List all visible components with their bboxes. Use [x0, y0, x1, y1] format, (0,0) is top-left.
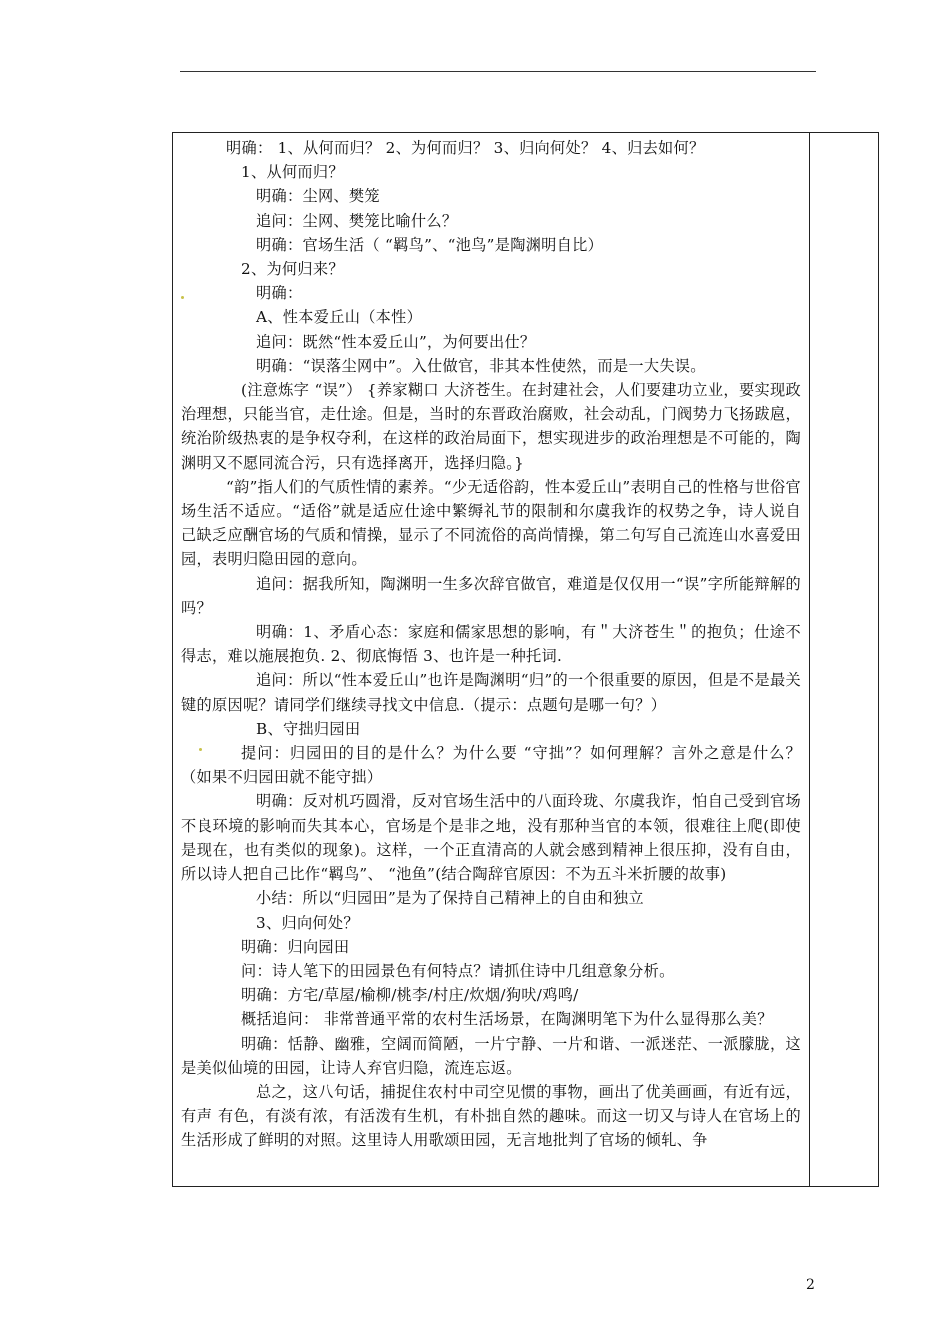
paragraph: (注意炼字 “误”） {养家糊口 大济苍生。在封建社会，人们要建功立业，要实现政治理想，只能当官，走仕途。但是，当时的东晋政治腐败，社会动乱，门阀势力飞扬跋扈，统治阶级热衷的是争权夺利，在这样的政治局面下，想实现进步的政治理想是不可能的，陶渊明又不愿同流合污，只有选择离开，选择归隐。} [181, 381, 801, 472]
paragraph: “韵”指人们的气质性情的素养。“少无适俗韵，性本爱丘山”表明自己的性格与世俗官场生活不适应。“适俗”就是适应仕途中繁缛礼节的限制和尔虞我诈的权势之争，诗人说自己缺乏应酬官场的气质和情操，显示了不同流俗的高尚情操，第二句写自己流连山水喜爱田园，表明归隐田园的意向。 [181, 477, 801, 569]
paragraph: 3、归向何处？ [256, 913, 359, 932]
paragraph: 提问：归园田的目的是什么？为什么要 “守拙”？如何理解？言外之意是什么？（如果不归园田就不能守拙） [181, 744, 801, 787]
paragraph: 明确：1、矛盾心态：家庭和儒家思想的影响，有＂大济苍生＂的抱负；仕途不得志，难以施展抱负. 2、彻底悔悟 3、也许是一种托词. [181, 623, 801, 666]
paragraph: 问：诗人笔下的田园景色有何特点？请抓住诗中几组意象分析。 [241, 961, 675, 980]
paragraph: 追问：既然“性本爱丘山”，为何要出仕？ [256, 332, 536, 351]
paragraph: 明确： [256, 284, 303, 303]
paragraph: 概括追问： 非常普通平常的农村生活场景，在陶渊明笔下为什么显得那么美？ [241, 1010, 773, 1029]
paragraph: B、守拙归园田 [256, 719, 361, 738]
paragraph: 明确：方宅/草屋/榆柳/桃李/村庄/炊烟/狗吠/鸡鸣/ [241, 986, 579, 1005]
paragraph: 明确：归向园田 [241, 937, 350, 956]
paragraph: 明确：官场生活（ “羁鸟”、“池鸟”是陶渊明自比） [256, 235, 604, 254]
paragraph: 2、为何归来？ [241, 260, 344, 279]
header-rule [180, 71, 816, 72]
paragraph: 追问：所以“性本爱丘山”也许是陶渊明“归”的一个很重要的原因，但是不是最关键的原因呢？请同学们继续寻找文中信息.（提示：点题句是哪一句？） [181, 671, 801, 714]
page-number: 2 [806, 1277, 815, 1293]
table-column-divider [809, 133, 810, 1186]
content-table [172, 132, 879, 1187]
paragraph: 明确：尘网、樊笼 [256, 187, 380, 206]
paragraph: 追问：尘网、樊笼比喻什么？ [256, 211, 458, 230]
scan-speck [181, 296, 184, 299]
paragraph: 明确：“误落尘网中”。入仕做官，非其本性使然，而是一大失误。 [256, 356, 706, 375]
paragraph: 小结：所以“归园田”是为了保持自己精神上的自由和独立 [256, 889, 644, 908]
lesson-text [181, 136, 801, 1153]
scan-speck [199, 748, 202, 751]
paragraph: 明确：恬静、幽雅，空阔而简陋，一片宁静、一片和谐、一派迷茫、一派朦胧，这是美似仙境的田园，让诗人弃官归隐，流连忘返。 [181, 1034, 801, 1077]
paragraph: 明确：反对机巧圆滑，反对官场生活中的八面玲珑、尔虞我诈，怕自己受到官场不良环境的影响而失其本心，官场是个是非之地，没有那种当官的本领，很难往上爬(即使是现在，也有类似的现象)。这样，一个正直清高的人就会感到精神上很压抑，没有自由，所以诗人把自己比作“羁鸟”、 “池鱼”(结合陶辞官原因：不为五斗米折腰的故事) [181, 792, 801, 884]
paragraph: 总之，这八句话，捕捉住农村中司空见惯的事物，画出了优美画画，有近有远，有声 有色，有淡有浓，有活泼有生机，有朴拙自然的趣味。而这一切又与诗人在官场上的生活形成了鲜明的对照。这里诗人用歌颂田园，无言地批判了官场的倾轧、争 [181, 1082, 801, 1150]
paragraph: 1、从何而归？ [241, 163, 344, 182]
paragraph: A、性本爱丘山（本性） [256, 308, 423, 327]
paragraph: 追问：据我所知，陶渊明一生多次辞官做官，难道是仅仅用一“误”字所能辩解的吗？ [181, 574, 801, 617]
paragraph: 明确： 1、从何而归？ 2、为何而归？ 3、归向何处？ 4、归去如何？ [226, 139, 705, 157]
